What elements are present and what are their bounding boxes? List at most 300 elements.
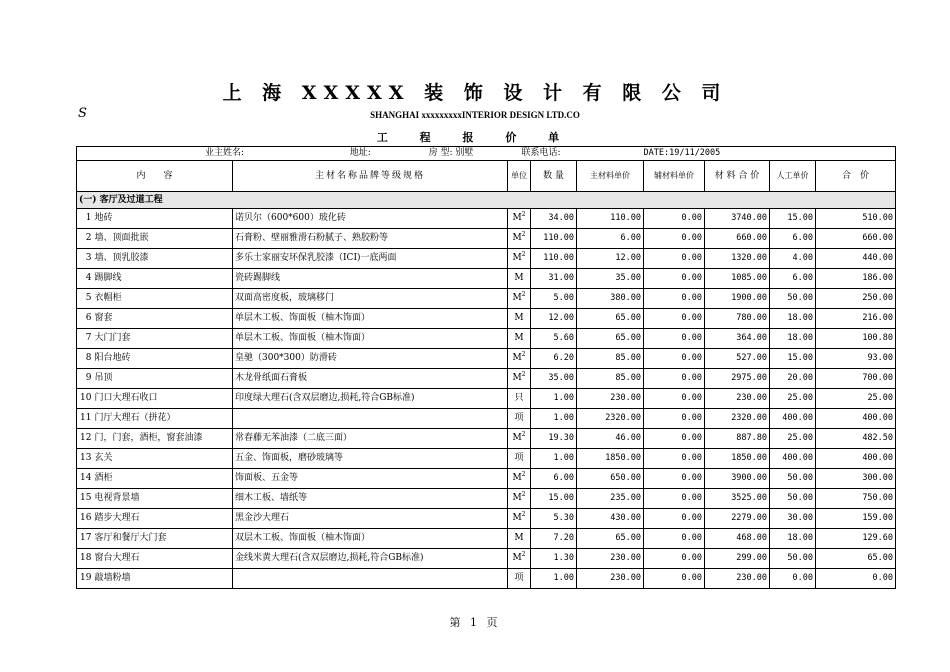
main-material-price	[577, 209, 644, 229]
line-total-text: 300.00	[862, 473, 894, 483]
material-total-text: 780.00	[736, 313, 768, 323]
material-total	[705, 549, 770, 569]
aux-material-price-text: 0.00	[681, 493, 703, 503]
unit-superscript: 2	[521, 371, 526, 378]
material-total	[705, 489, 770, 509]
item-name-text: 电视背景墙	[94, 493, 140, 503]
material-total-text: 299.00	[736, 553, 768, 563]
material-total-text: 1320.00	[731, 253, 768, 263]
material-spec	[233, 489, 508, 509]
aux-material-price-text: 0.00	[681, 373, 703, 383]
unit-superscript: 2	[521, 551, 526, 558]
aux-material-price-text: 0.00	[681, 453, 703, 463]
main-material-price	[577, 309, 644, 329]
row-number	[77, 509, 93, 529]
item-name	[93, 369, 233, 389]
unit-text: M	[512, 493, 522, 503]
quantity	[531, 329, 577, 349]
line-total	[816, 509, 896, 529]
row-number-text: 6	[85, 313, 92, 323]
unit-text: M	[512, 553, 522, 563]
material-total-text: 364.00	[736, 333, 768, 343]
main-material-price	[577, 329, 644, 349]
unit	[508, 509, 531, 529]
quantity-text: 12.00	[548, 313, 574, 323]
unit-text: M	[512, 253, 522, 263]
unit-superscript: 2	[521, 231, 526, 238]
line-total-text: 186.00	[862, 273, 894, 283]
table-row	[77, 449, 896, 469]
labor-price	[770, 329, 816, 349]
item-name-text: 地砖	[94, 213, 113, 223]
aux-material-price-text: 0.00	[681, 293, 703, 303]
main-material-price	[577, 369, 644, 389]
main-material-price	[577, 509, 644, 529]
labor-price-text: 6.00	[792, 233, 814, 243]
main-material-price-text: 46.00	[615, 433, 642, 443]
line-total-text: 400.00	[862, 413, 894, 423]
item-name-text: 大门门套	[94, 333, 131, 343]
row-number-text: 11	[80, 413, 92, 423]
item-name-text: 墙、顶乳胶漆	[94, 253, 149, 263]
row-number-text: 10	[80, 393, 92, 403]
main-material-price-text: 235.00	[610, 493, 642, 503]
aux-material-price	[644, 349, 705, 369]
line-total-text: 440.00	[862, 253, 894, 263]
row-number	[77, 449, 93, 469]
line-total	[816, 369, 896, 389]
row-number-text: 15	[80, 493, 92, 503]
quantity-text: 7.20	[553, 533, 574, 543]
unit-text: M	[512, 473, 522, 483]
material-total-text: 1085.00	[731, 273, 768, 283]
material-total	[705, 249, 770, 269]
row-number-text: 12	[80, 433, 92, 443]
document-title: 工 程 报 价 单	[376, 131, 574, 144]
line-total-text: 400.00	[862, 453, 894, 463]
labor-price	[770, 409, 816, 429]
aux-material-price-text: 0.00	[681, 353, 703, 363]
labor-price	[770, 269, 816, 289]
labor-price	[770, 469, 816, 489]
table-row	[77, 469, 896, 489]
item-name-text: 玄关	[94, 453, 113, 463]
unit-text: M	[512, 373, 522, 383]
material-total	[705, 209, 770, 229]
unit	[508, 429, 531, 449]
row-number-text: 16	[80, 513, 92, 523]
quantity-text: 110.00	[543, 253, 574, 263]
quantity	[531, 529, 577, 549]
aux-material-price	[644, 409, 705, 429]
unit	[508, 389, 531, 409]
row-number-text: 14	[80, 473, 92, 483]
line-total-text: 250.00	[862, 293, 894, 303]
quantity	[531, 269, 577, 289]
table-row	[77, 249, 896, 269]
table-row	[77, 389, 896, 409]
line-total-text: 0.00	[872, 573, 894, 583]
table-row	[77, 549, 896, 569]
material-spec-text: 瓷砖踢脚线	[235, 273, 281, 283]
quantity-text: 19.30	[548, 433, 574, 443]
material-spec-text: 单层木工板、饰面板（柚木饰面）	[235, 333, 371, 343]
unit-superscript: 2	[521, 471, 526, 478]
main-material-price	[577, 269, 644, 289]
unit-text: 只	[514, 393, 524, 403]
aux-material-price-text: 0.00	[681, 573, 703, 583]
line-total	[816, 429, 896, 449]
material-spec	[233, 229, 508, 249]
row-number	[77, 289, 93, 309]
row-number-text: 1	[85, 213, 92, 223]
table-row	[77, 329, 896, 349]
row-number	[77, 249, 93, 269]
quantity-text: 1.00	[553, 413, 574, 423]
labor-price-text: 4.00	[792, 253, 814, 263]
line-total-text: 25.00	[867, 393, 894, 403]
labor-price-text: 50.00	[787, 293, 814, 303]
unit-text: M	[512, 293, 522, 303]
item-name-text: 客厅和餐厅大门套	[94, 533, 167, 543]
unit	[508, 469, 531, 489]
row-number	[77, 469, 93, 489]
unit-text: M	[514, 533, 524, 543]
material-spec	[233, 409, 508, 429]
quantity-text: 1.00	[553, 453, 574, 463]
line-total	[816, 489, 896, 509]
quantity	[531, 309, 577, 329]
material-total	[705, 469, 770, 489]
unit-text: 项	[514, 413, 524, 423]
col-material: 主材名称品牌等级规格	[233, 161, 508, 192]
main-material-price-text: 380.00	[610, 293, 642, 303]
main-material-price-text: 430.00	[610, 513, 642, 523]
section-row	[77, 192, 896, 209]
item-name-text: 墙、顶面批嵌	[94, 233, 149, 243]
labor-price-text: 18.00	[787, 313, 814, 323]
labor-price-text: 18.00	[787, 333, 814, 343]
main-material-price	[577, 569, 644, 589]
table-row	[77, 489, 896, 509]
material-spec-text: 金线米黄大理石(含双层磨边,损耗,符合GB标准)	[235, 553, 424, 563]
line-total-text: 660.00	[862, 233, 894, 243]
unit-superscript: 2	[521, 251, 526, 258]
material-spec-text: 单层木工板、饰面板（柚木饰面）	[235, 313, 371, 323]
main-material-price	[577, 389, 644, 409]
labor-price-text: 18.00	[787, 533, 814, 543]
material-spec	[233, 569, 508, 589]
row-number	[77, 429, 93, 449]
line-total-text: 482.50	[862, 433, 894, 443]
labor-price	[770, 209, 816, 229]
line-total-text: 700.00	[862, 373, 894, 383]
item-name	[93, 529, 233, 549]
item-name	[93, 409, 233, 429]
row-number-text: 4	[85, 273, 92, 283]
quote-table	[76, 146, 896, 589]
item-name-text: 敲墙粉墙	[94, 573, 131, 583]
main-material-price	[577, 489, 644, 509]
material-total-text: 2279.00	[731, 513, 768, 523]
aux-material-price-text: 0.00	[681, 253, 703, 263]
material-total	[705, 449, 770, 469]
phone-label: 联系电话:	[521, 148, 561, 158]
main-material-price	[577, 449, 644, 469]
material-spec	[233, 269, 508, 289]
material-total-text: 2320.00	[731, 413, 768, 423]
line-total	[816, 529, 896, 549]
row-number	[77, 209, 93, 229]
line-total-text: 100.80	[862, 333, 894, 343]
unit-superscript: 2	[521, 491, 526, 498]
main-material-price	[577, 249, 644, 269]
material-spec-text: 黑金沙大理石	[235, 513, 290, 523]
line-total	[816, 209, 896, 229]
material-total-text: 1850.00	[731, 453, 768, 463]
quantity-text: 5.60	[553, 333, 574, 343]
line-total	[816, 249, 896, 269]
aux-material-price	[644, 429, 705, 449]
item-name-text: 门口大理石收口	[94, 393, 158, 403]
row-number	[77, 549, 93, 569]
labor-price-text: 50.00	[787, 473, 814, 483]
material-total-text: 527.00	[736, 353, 768, 363]
row-number	[77, 409, 93, 429]
line-total	[816, 469, 896, 489]
quantity-text: 1.30	[553, 553, 574, 563]
unit-text: M	[512, 233, 522, 243]
labor-price	[770, 289, 816, 309]
labor-price-text: 6.00	[792, 273, 814, 283]
material-spec-text: 五金、饰面板，磨砂玻璃等	[235, 453, 344, 463]
labor-price-text: 50.00	[787, 553, 814, 563]
labor-price-text: 50.00	[787, 493, 814, 503]
address-label: 地址:	[349, 148, 371, 158]
unit	[508, 229, 531, 249]
item-name-text: 窗台大理石	[94, 553, 140, 563]
labor-price	[770, 549, 816, 569]
unit	[508, 409, 531, 429]
quantity	[531, 229, 577, 249]
line-total	[816, 389, 896, 409]
quantity	[531, 409, 577, 429]
labor-price	[770, 529, 816, 549]
company-title: 上 海 XXXXX 装 饰 设 计 有 限 公 司	[222, 82, 728, 104]
material-spec-text: 皇驰（300*300）防滑砖	[235, 353, 337, 363]
item-name	[93, 309, 233, 329]
page-number: 第 1 页	[449, 616, 501, 629]
material-total-text: 3900.00	[731, 473, 768, 483]
material-spec-text: 诺贝尔（600*600）玻化砖	[235, 213, 346, 223]
quantity-text: 6.00	[553, 473, 574, 483]
aux-material-price	[644, 529, 705, 549]
table-row	[77, 429, 896, 449]
unit	[508, 329, 531, 349]
row-number-text: 8	[85, 353, 92, 363]
line-total-text: 216.00	[862, 313, 894, 323]
aux-material-price-text: 0.00	[681, 333, 703, 343]
row-number	[77, 349, 93, 369]
material-spec-text: 木龙骨纸面石膏板	[235, 373, 308, 383]
main-material-price	[577, 469, 644, 489]
unit	[508, 489, 531, 509]
material-total-text: 2975.00	[731, 373, 768, 383]
quantity	[531, 249, 577, 269]
row-number-text: 17	[80, 533, 92, 543]
row-number	[77, 269, 93, 289]
item-name	[93, 509, 233, 529]
labor-price	[770, 569, 816, 589]
aux-material-price	[644, 369, 705, 389]
material-total-text: 468.00	[736, 533, 768, 543]
section-title: (一) 客厅及过道工程	[77, 192, 896, 209]
unit	[508, 289, 531, 309]
material-spec	[233, 289, 508, 309]
item-name	[93, 249, 233, 269]
quantity	[531, 369, 577, 389]
aux-material-price-text: 0.00	[681, 413, 703, 423]
quantity	[531, 429, 577, 449]
quantity-text: 31.00	[548, 273, 574, 283]
main-material-price-text: 230.00	[610, 553, 642, 563]
table-row	[77, 569, 896, 589]
material-spec	[233, 329, 508, 349]
item-name	[93, 269, 233, 289]
aux-material-price	[644, 269, 705, 289]
aux-material-price	[644, 329, 705, 349]
line-total-text: 129.60	[862, 533, 894, 543]
aux-material-price	[644, 449, 705, 469]
col-unit: 单位	[508, 161, 531, 192]
main-material-price-text: 65.00	[615, 533, 642, 543]
item-name-text: 吊顶	[94, 373, 113, 383]
aux-material-price-text: 0.00	[681, 533, 703, 543]
material-total	[705, 369, 770, 389]
material-total	[705, 409, 770, 429]
owner-label: 业主姓名:	[205, 148, 245, 158]
quantity-text: 6.20	[553, 353, 574, 363]
material-spec	[233, 529, 508, 549]
aux-material-price	[644, 489, 705, 509]
unit-superscript: 2	[521, 511, 526, 518]
aux-material-price-text: 0.00	[681, 433, 703, 443]
aux-material-price-text: 0.00	[681, 273, 703, 283]
unit	[508, 449, 531, 469]
unit	[508, 269, 531, 289]
main-material-price-text: 650.00	[610, 473, 642, 483]
line-total	[816, 309, 896, 329]
house-type-label: 房 型: 别墅	[428, 148, 474, 158]
line-total	[816, 409, 896, 429]
aux-material-price	[644, 509, 705, 529]
material-total-text: 887.80	[736, 433, 768, 443]
aux-material-price-text: 0.00	[681, 393, 703, 403]
quantity-text: 34.00	[548, 213, 574, 223]
item-name	[93, 209, 233, 229]
col-material-total: 材 料 合 价	[705, 161, 770, 192]
date-label: DATE:19/11/2005	[643, 148, 721, 158]
aux-material-price-text: 0.00	[681, 553, 703, 563]
labor-price	[770, 449, 816, 469]
row-number	[77, 309, 93, 329]
line-total	[816, 569, 896, 589]
unit	[508, 349, 531, 369]
column-header-row	[77, 161, 896, 192]
line-total	[816, 269, 896, 289]
material-total	[705, 429, 770, 449]
material-total-text: 230.00	[736, 393, 768, 403]
row-number-text: 9	[85, 373, 92, 383]
row-number-text: 3	[85, 253, 92, 263]
material-spec	[233, 509, 508, 529]
material-total-text: 1900.00	[731, 293, 768, 303]
table-row	[77, 289, 896, 309]
labor-price	[770, 309, 816, 329]
aux-material-price	[644, 309, 705, 329]
material-total	[705, 529, 770, 549]
item-name-text: 酒柜	[94, 473, 113, 483]
col-main-price: 主材料单价	[577, 161, 644, 192]
row-number-text: 7	[85, 333, 92, 343]
line-total	[816, 229, 896, 249]
table-row	[77, 409, 896, 429]
aux-material-price	[644, 549, 705, 569]
row-number	[77, 389, 93, 409]
quantity	[531, 549, 577, 569]
item-name-text: 门，门套，酒柜，窗套油漆	[94, 433, 203, 443]
main-material-price	[577, 409, 644, 429]
quantity-text: 5.00	[553, 293, 574, 303]
labor-price	[770, 249, 816, 269]
row-number	[77, 229, 93, 249]
main-material-price-text: 85.00	[615, 353, 642, 363]
item-name	[93, 329, 233, 349]
table-row	[77, 209, 896, 229]
quantity-text: 15.00	[548, 493, 574, 503]
unit-text: 项	[514, 453, 524, 463]
quantity-text: 5.30	[553, 513, 574, 523]
line-total-text: 65.00	[867, 553, 894, 563]
item-name-text: 窗套	[94, 313, 113, 323]
material-total-text: 3740.00	[731, 213, 768, 223]
quantity-text: 110.00	[543, 233, 574, 243]
labor-price	[770, 369, 816, 389]
unit-superscript: 2	[521, 431, 526, 438]
main-material-price-text: 6.00	[620, 233, 642, 243]
line-total-text: 750.00	[862, 493, 894, 503]
quantity	[531, 449, 577, 469]
material-spec-text: 饰面板、五金等	[235, 473, 299, 483]
table-row	[77, 309, 896, 329]
main-material-price-text: 2320.00	[605, 413, 642, 423]
main-material-price	[577, 549, 644, 569]
unit-text: M	[514, 333, 524, 343]
labor-price-text: 15.00	[787, 353, 814, 363]
main-material-price	[577, 349, 644, 369]
aux-material-price	[644, 249, 705, 269]
material-spec-text: 常春藤无苯油漆（二底三面）	[235, 433, 353, 443]
main-material-price	[577, 429, 644, 449]
row-number	[77, 369, 93, 389]
material-spec	[233, 209, 508, 229]
main-material-price	[577, 529, 644, 549]
material-total	[705, 509, 770, 529]
quantity-text: 1.00	[553, 573, 574, 583]
material-spec	[233, 309, 508, 329]
table-row	[77, 369, 896, 389]
material-spec	[233, 389, 508, 409]
